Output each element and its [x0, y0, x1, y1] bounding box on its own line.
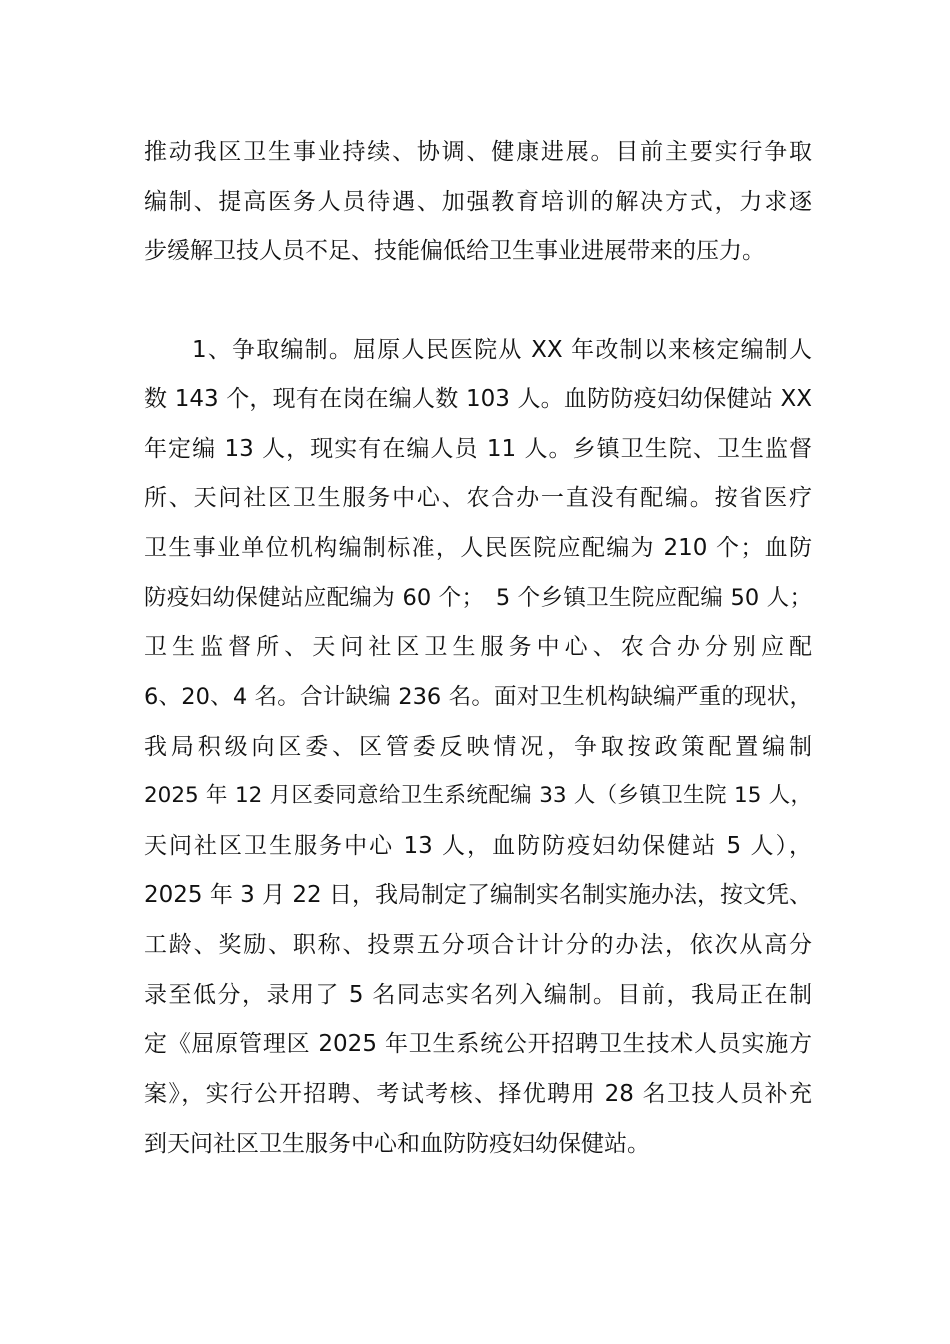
paragraph-2-line-12: 2025 年 3 月 22 日，我局制定了编制实名制实施办法，按文凭、 [144, 882, 812, 908]
paragraph-2-line-11: 天问社区卫生服务中心 13 人，血防防疫妇幼保健站 5 人）， [144, 833, 812, 859]
paragraph-1-line-1: 推动我区卫生事业持续、协调、健康进展。目前主要实行争取 [144, 139, 812, 165]
paragraph-2-line-6: 防疫妇幼保健站应配编为 60 个； 5 个乡镇卫生院应配编 50 人； [144, 585, 812, 611]
paragraph-2-line-4: 所、天问社区卫生服务中心、农合办一直没有配编。按省医疗 [144, 485, 812, 511]
paragraph-2-line-14: 录至低分，录用了 5 名同志实名列入编制。目前，我局正在制 [144, 982, 812, 1008]
paragraph-2-line-13: 工龄、奖励、职称、投票五分项合计计分的办法，依次从高分 [144, 932, 812, 958]
paragraph-2-line-15: 定《屈原管理区 2025 年卫生系统公开招聘卫生技术人员实施方 [144, 1031, 812, 1057]
paragraph-2-line-8: 6、20、4 名。合计缺编 236 名。面对卫生机构缺编严重的现状， [144, 684, 812, 710]
paragraph-2-line-17: 到天问社区卫生服务中心和血防防疫妇幼保健站。 [144, 1131, 650, 1157]
paragraph-1-line-2: 编制、提高医务人员待遇、加强教育培训的解决方式，力求逐 [144, 189, 812, 215]
paragraph-2-line-2: 数 143 个，现有在岗在编人数 103 人。血防防疫妇幼保健站 XX [144, 386, 812, 412]
paragraph-1-line-3: 步缓解卫技人员不足、技能偏低给卫生事业进展带来的压力。 [144, 238, 765, 264]
paragraph-2-line-16: 案》，实行公开招聘、考试考核、择优聘用 28 名卫技人员补充 [144, 1081, 812, 1107]
paragraph-2-line-9: 我局积级向区委、区管委反映情况，争取按政策配置编制 [144, 734, 812, 760]
paragraph-2-line-1: 1、争取编制。屈原人民医院从 XX 年改制以来核定编制人 [192, 337, 812, 363]
paragraph-2-line-10: 2025 年 12 月区委同意给卫生系统配编 33 人（乡镇卫生院 15 人， [144, 783, 812, 808]
paragraph-2-line-5: 卫生事业单位机构编制标准，人民医院应配编为 210 个；血防 [144, 535, 812, 561]
paragraph-2-line-7: 卫生监督所、天问社区卫生服务中心、农合办分别应配 [144, 634, 812, 660]
paragraph-2-line-3: 年定编 13 人，现实有在编人员 11 人。乡镇卫生院、卫生监督 [144, 436, 812, 462]
